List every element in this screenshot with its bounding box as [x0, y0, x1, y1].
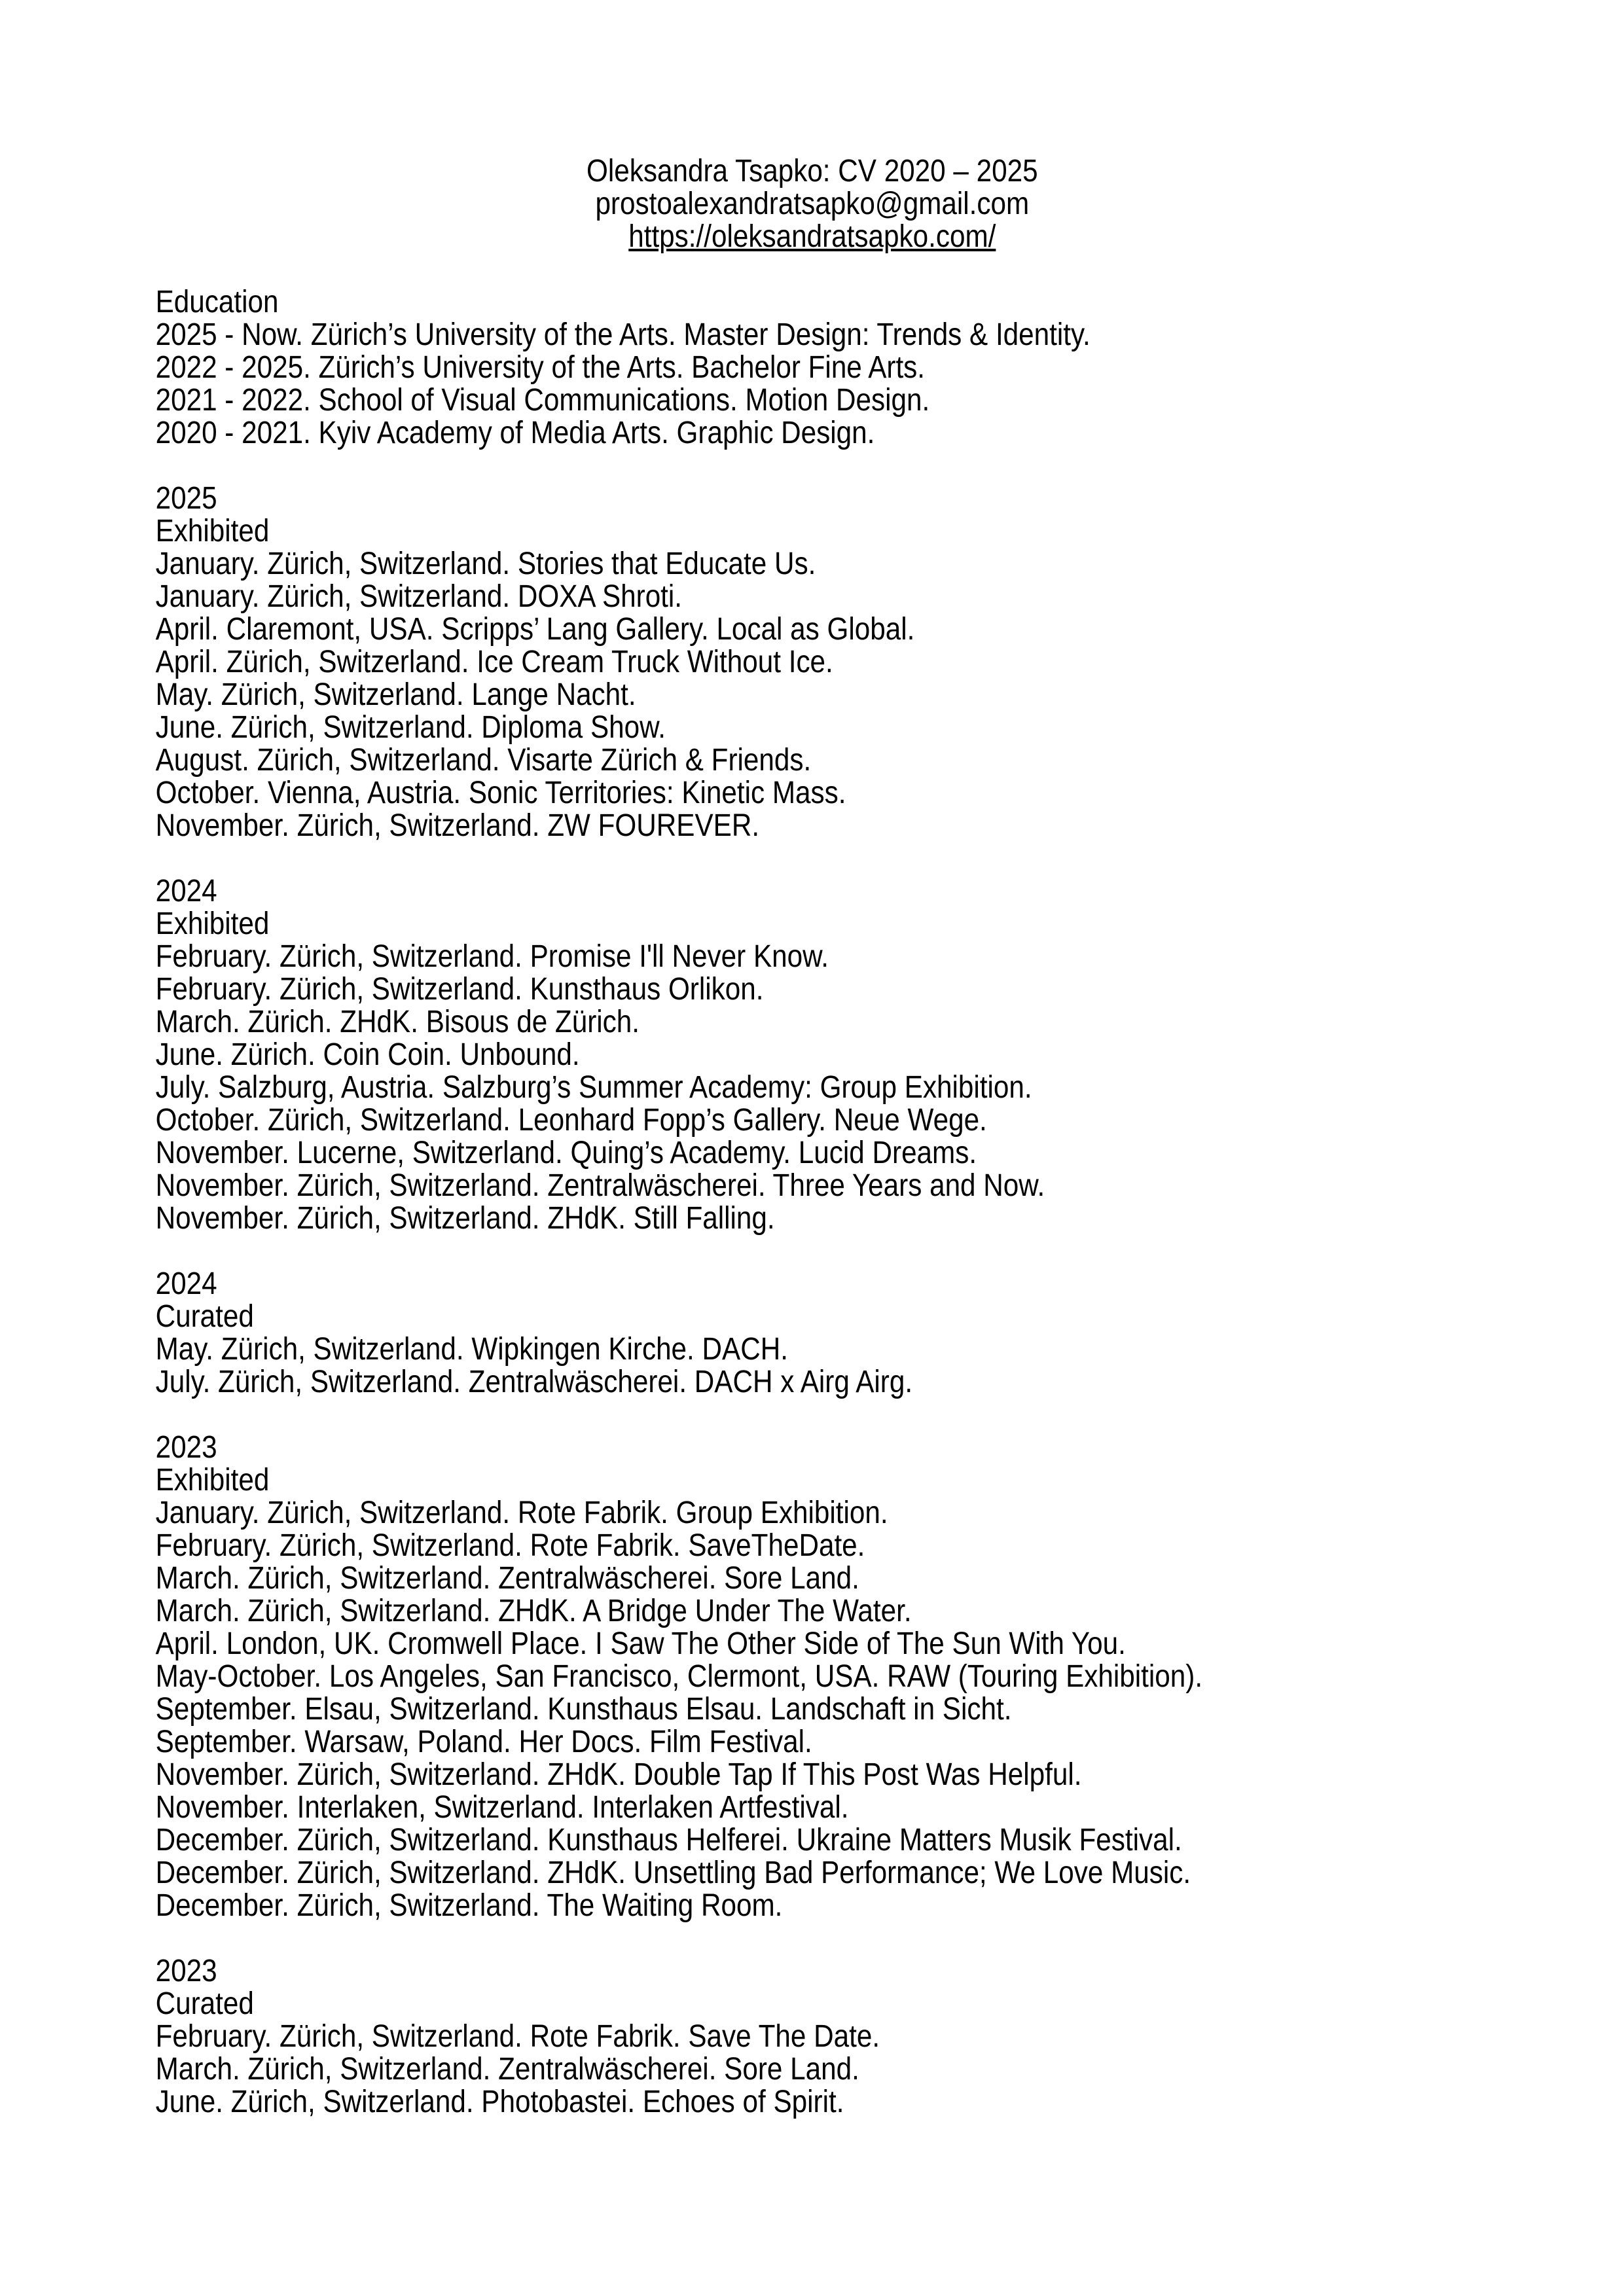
cv-entry: May. Zürich, Switzerland. Wipkingen Kirche. DACH. [155, 1332, 788, 1367]
cv-entry: February. Zürich, Switzerland. Kunsthaus Orlikon. [155, 972, 764, 1007]
section-category: Curated [155, 1986, 254, 2021]
cv-entry: December. Zürich, Switzerland. ZHdK. Unsettling Bad Performance; We Love Music. [155, 1856, 1191, 1890]
section-2025-exhibited [156, 482, 1624, 842]
cv-entry: January. Zürich, Switzerland. Rote Fabrik. Group Exhibition. [155, 1496, 888, 1530]
section-2024-exhibited [156, 875, 1624, 1235]
cv-entry: November. Zürich, Switzerland. ZHdK. Double Tap If This Post Was Helpful. [155, 1757, 1082, 1792]
cv-entry: September. Warsaw, Poland. Her Docs. Film Festival. [155, 1725, 812, 1759]
cv-entry: August. Zürich, Switzerland. Visarte Zürich & Friends. [155, 743, 812, 778]
cv-entry: 2025 - Now. Zürich’s University of the Arts. Master Design: Trends & Identity. [155, 317, 1091, 352]
section-category: Exhibited [155, 906, 270, 941]
cv-entry: July. Salzburg, Austria. Salzburg’s Summer Academy: Group Exhibition. [155, 1070, 1032, 1105]
cv-entry: October. Vienna, Austria. Sonic Territories: Kinetic Mass. [155, 776, 846, 810]
cv-entry: October. Zürich, Switzerland. Leonhard Fopp’s Gallery. Neue Wege. [155, 1103, 987, 1138]
cv-entry: February. Zürich, Switzerland. Rote Fabrik. Save The Date. [155, 2019, 880, 2054]
cv-entry: November. Zürich, Switzerland. ZHdK. Still Falling. [155, 1201, 775, 1236]
cv-title: Oleksandra Tsapko: CV 2020 – 2025 [586, 154, 1038, 188]
section-2023-curated [156, 1955, 1624, 2119]
cv-email: prostoalexandratsapko@gmail.com [595, 187, 1030, 221]
section-year: 2023 [155, 1954, 217, 1988]
cv-entry: 2020 - 2021. Kyiv Academy of Media Arts. Graphic Design. [155, 416, 875, 450]
section-category: Curated [155, 1299, 254, 1334]
cv-entry: March. Zürich, Switzerland. Zentralwäscherei. Sore Land. [155, 1561, 859, 1596]
cv-entry: June. Zürich, Switzerland. Diploma Show. [155, 710, 666, 745]
section-category: Exhibited [155, 514, 270, 548]
section-year: 2024 [155, 874, 217, 908]
cv-website-link[interactable]: https://oleksandratsapko.com/ [628, 219, 996, 254]
cv-entry: March. Zürich, Switzerland. ZHdK. A Bridge Under The Water. [155, 1594, 912, 1628]
cv-entry: November. Zürich, Switzerland. ZW FOUREVER. [155, 808, 760, 843]
section-heading: Education [155, 285, 279, 319]
section-education [156, 286, 1624, 450]
section-category: Exhibited [155, 1463, 270, 1498]
cv-entry: February. Zürich, Switzerland. Rote Fabrik. SaveTheDate. [155, 1528, 865, 1563]
section-year: 2024 [155, 1266, 217, 1301]
cv-entry: June. Zürich. Coin Coin. Unbound. [155, 1037, 580, 1072]
section-year: 2025 [155, 481, 217, 516]
cv-entry: December. Zürich, Switzerland. The Waiting Room. [155, 1888, 783, 1923]
cv-entry: June. Zürich, Switzerland. Photobastei. Echoes of Spirit. [155, 2085, 844, 2119]
cv-entry: March. Zürich, Switzerland. Zentralwäscherei. Sore Land. [155, 2052, 859, 2087]
cv-entry: May. Zürich, Switzerland. Lange Nacht. [155, 677, 636, 712]
cv-entry: April. London, UK. Cromwell Place. I Saw The Other Side of The Sun With You. [155, 1626, 1126, 1661]
cv-entry: November. Interlaken, Switzerland. Interlaken Artfestival. [155, 1790, 849, 1825]
cv-entry: September. Elsau, Switzerland. Kunsthaus Elsau. Landschaft in Sicht. [155, 1692, 1012, 1727]
cv-header [0, 155, 1624, 253]
cv-entry: March. Zürich. ZHdK. Bisous de Zürich. [155, 1005, 640, 1039]
cv-entry: July. Zürich, Switzerland. Zentralwäscherei. DACH x Airg Airg. [155, 1365, 913, 1399]
section-2024-curated [156, 1268, 1624, 1399]
cv-content [156, 286, 1624, 2119]
cv-entry: April. Claremont, USA. Scripps’ Lang Gallery. Local as Global. [155, 612, 915, 647]
cv-entry: November. Lucerne, Switzerland. Quing’s Academy. Lucid Dreams. [155, 1136, 977, 1170]
cv-entry: April. Zürich, Switzerland. Ice Cream Truck Without Ice. [155, 645, 833, 679]
cv-entry: 2022 - 2025. Zürich’s University of the Arts. Bachelor Fine Arts. [155, 350, 926, 385]
cv-entry: May-October. Los Angeles, San Francisco, Clermont, USA. RAW (Touring Exhibition). [155, 1659, 1203, 1694]
cv-entry: January. Zürich, Switzerland. DOXA Shroti. [155, 579, 683, 614]
cv-entry: February. Zürich, Switzerland. Promise I'll Never Know. [155, 939, 829, 974]
section-2023-exhibited [156, 1431, 1624, 1922]
cv-entry: December. Zürich, Switzerland. Kunsthaus Helferei. Ukraine Matters Musik Festival. [155, 1823, 1182, 1857]
section-year: 2023 [155, 1430, 217, 1465]
cv-entry: 2021 - 2022. School of Visual Communications. Motion Design. [155, 383, 930, 418]
cv-entry: January. Zürich, Switzerland. Stories that Educate Us. [155, 547, 816, 581]
cv-entry: November. Zürich, Switzerland. Zentralwäscherei. Three Years and Now. [155, 1168, 1045, 1203]
